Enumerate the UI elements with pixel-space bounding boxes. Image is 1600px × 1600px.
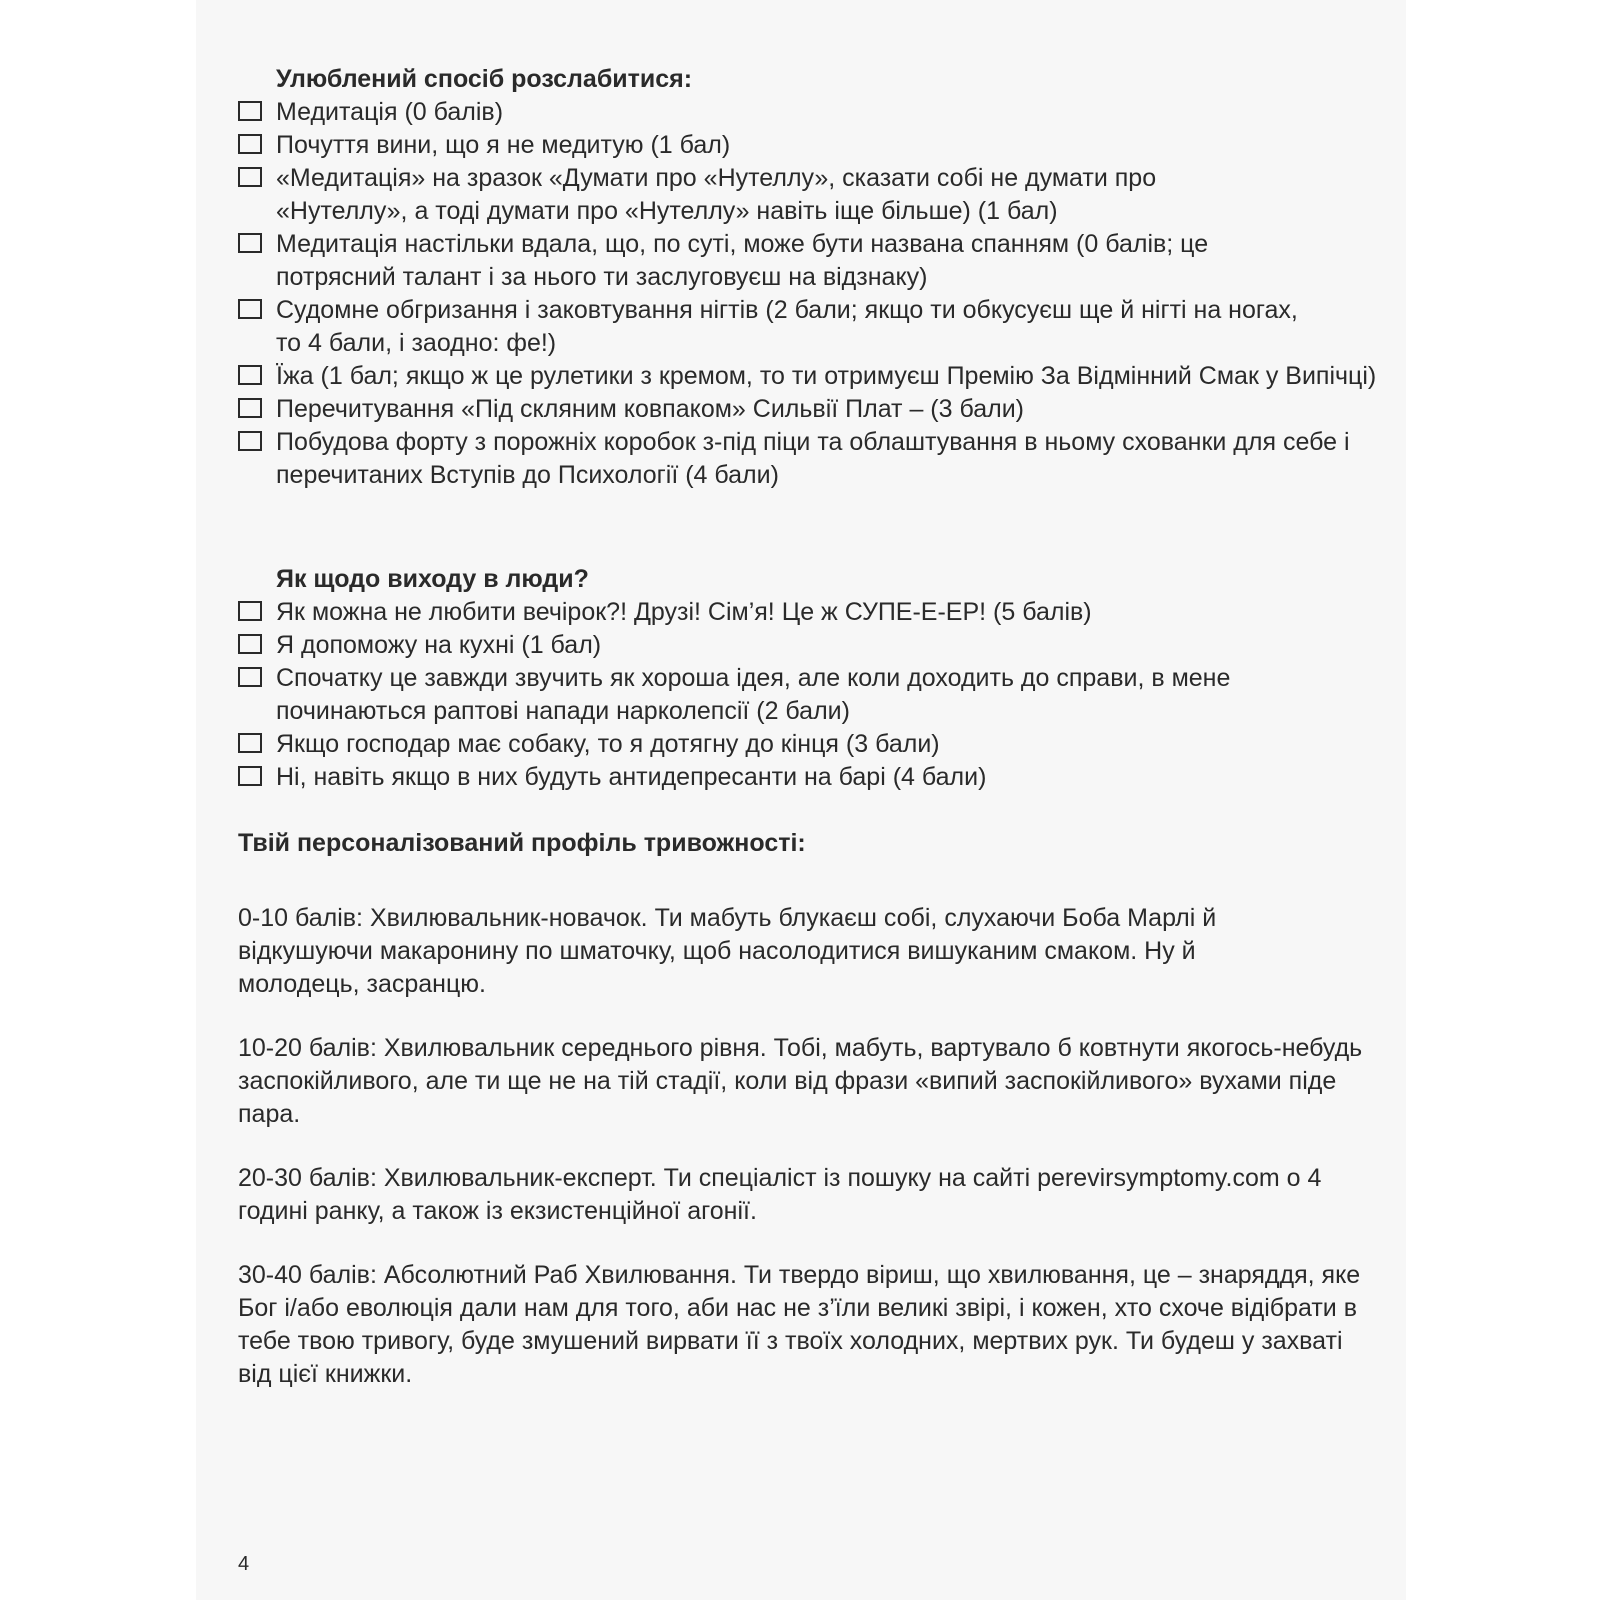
checkbox-icon[interactable] [238,431,262,451]
checkbox-icon[interactable] [238,398,262,418]
checkbox-icon[interactable] [238,634,262,654]
checkbox-icon[interactable] [238,733,262,753]
profile-paragraph-3: 20-30 балів: Хвилювальник-експерт. Ти спеціаліст із пошуку на сайті perevirsymptomy.com о 4 годині ранку, а також із екзистенційної агонії. [238,1164,1322,1225]
checkbox-item[interactable]: Судомне обгризання і заковтування нігтів (2 бали; якщо ти обкусуєш ще й нігті на ногах, то 4 бали, і заодно: фе!) [238,294,1388,360]
checkbox-icon[interactable] [238,766,262,786]
checkbox-item[interactable]: «Медитація» на зразок «Думати про «Нутеллу», сказати собі не думати про «Нутеллу», а тоді думати про «Нутеллу» навіть іще більше) (1 бал) [238,162,1388,228]
profile-paragraph-1: 0-10 балів: Хвилювальник-новачок. Ти мабуть блукаєш собі, слухаючи Боба Марлі й відкушуючи макаронину по шматочку, щоб насолодитися вишуканим смаком. Ну й молодець, засранцю. [238,904,1217,998]
checkbox-item[interactable]: Як можна не любити вечірок?! Друзі! Сім’я! Це ж СУПЕ-Е-ЕР! (5 балів) [238,596,1388,629]
section-social [238,563,1388,794]
profile-paragraph-2: 10-20 балів: Хвилювальник середнього рівня. Тобі, мабуть, вартувало б ковтнути якогось-небудь заспокійливого, але ти ще не на тій стадії, коли від фрази «випий заспокійливого» вухами піде пара. [238,1034,1363,1128]
checkbox-item[interactable]: Їжа (1 бал; якщо ж це рулетики з кремом, то ти отримуєш Премію За Відмінний Смак у Випічці) [238,360,1388,393]
checkbox-item[interactable]: Перечитування «Під скляним ковпаком» Сильвії Плат – (3 бали) [238,393,1388,426]
section-relax [238,63,1388,492]
section-social-title: Як щодо виходу в люди? [276,565,589,593]
checkbox-icon[interactable] [238,299,262,319]
page-number: 4 [238,1553,250,1575]
checkbox-icon[interactable] [238,101,262,121]
checkbox-item[interactable]: Побудова форту з порожніх коробок з-під піци та облаштування в ньому схованки для себе і перечитаних Вступів до Психології (4 бали) [238,426,1388,492]
checkbox-item[interactable]: Я допоможу на кухні (1 бал) [238,629,1388,662]
section-relax-title: Улюблений спосіб розслабитися: [276,65,693,93]
profile-title: Твій персоналізований профіль тривожності: [238,829,806,857]
checkbox-icon[interactable] [238,233,262,253]
profile-paragraph-4: 30-40 балів: Абсолютний Раб Хвилювання. Ти твердо віриш, що хвилювання, це – знаряддя, яке Бог і/або еволюція дали нам для того, аби нас не з’їли великі звірі, і кожен, хто схоче відібрати в тебе твою тривогу, буде змушений вирвати її з твоїх холодних, мертвих рук. Ти будеш у захваті від цієї книжки. [238,1261,1361,1388]
checkbox-icon[interactable] [238,601,262,621]
checkbox-item[interactable]: Ні, навіть якщо в них будуть антидепресанти на барі (4 бали) [238,761,1388,794]
checkbox-icon[interactable] [238,667,262,687]
checkbox-icon[interactable] [238,365,262,385]
profile-section [238,827,1388,860]
checkbox-item[interactable]: Спочатку це завжди звучить як хороша ідея, але коли доходить до справи, в мене починаються раптові напади нарколепсії (2 бали) [238,662,1388,728]
checkbox-item[interactable]: Медитація (0 балів) [238,96,1388,129]
checkbox-icon[interactable] [238,134,262,154]
checkbox-item[interactable]: Медитація настільки вдала, що, по суті, може бути названа спанням (0 балів; це потрясний талант і за нього ти заслуговуєш на відзнаку) [238,228,1388,294]
checkbox-icon[interactable] [238,167,262,187]
checkbox-item[interactable]: Почуття вини, що я не медитую (1 бал) [238,129,1388,162]
checkbox-item[interactable]: Якщо господар має собаку, то я дотягну до кінця (3 бали) [238,728,1388,761]
